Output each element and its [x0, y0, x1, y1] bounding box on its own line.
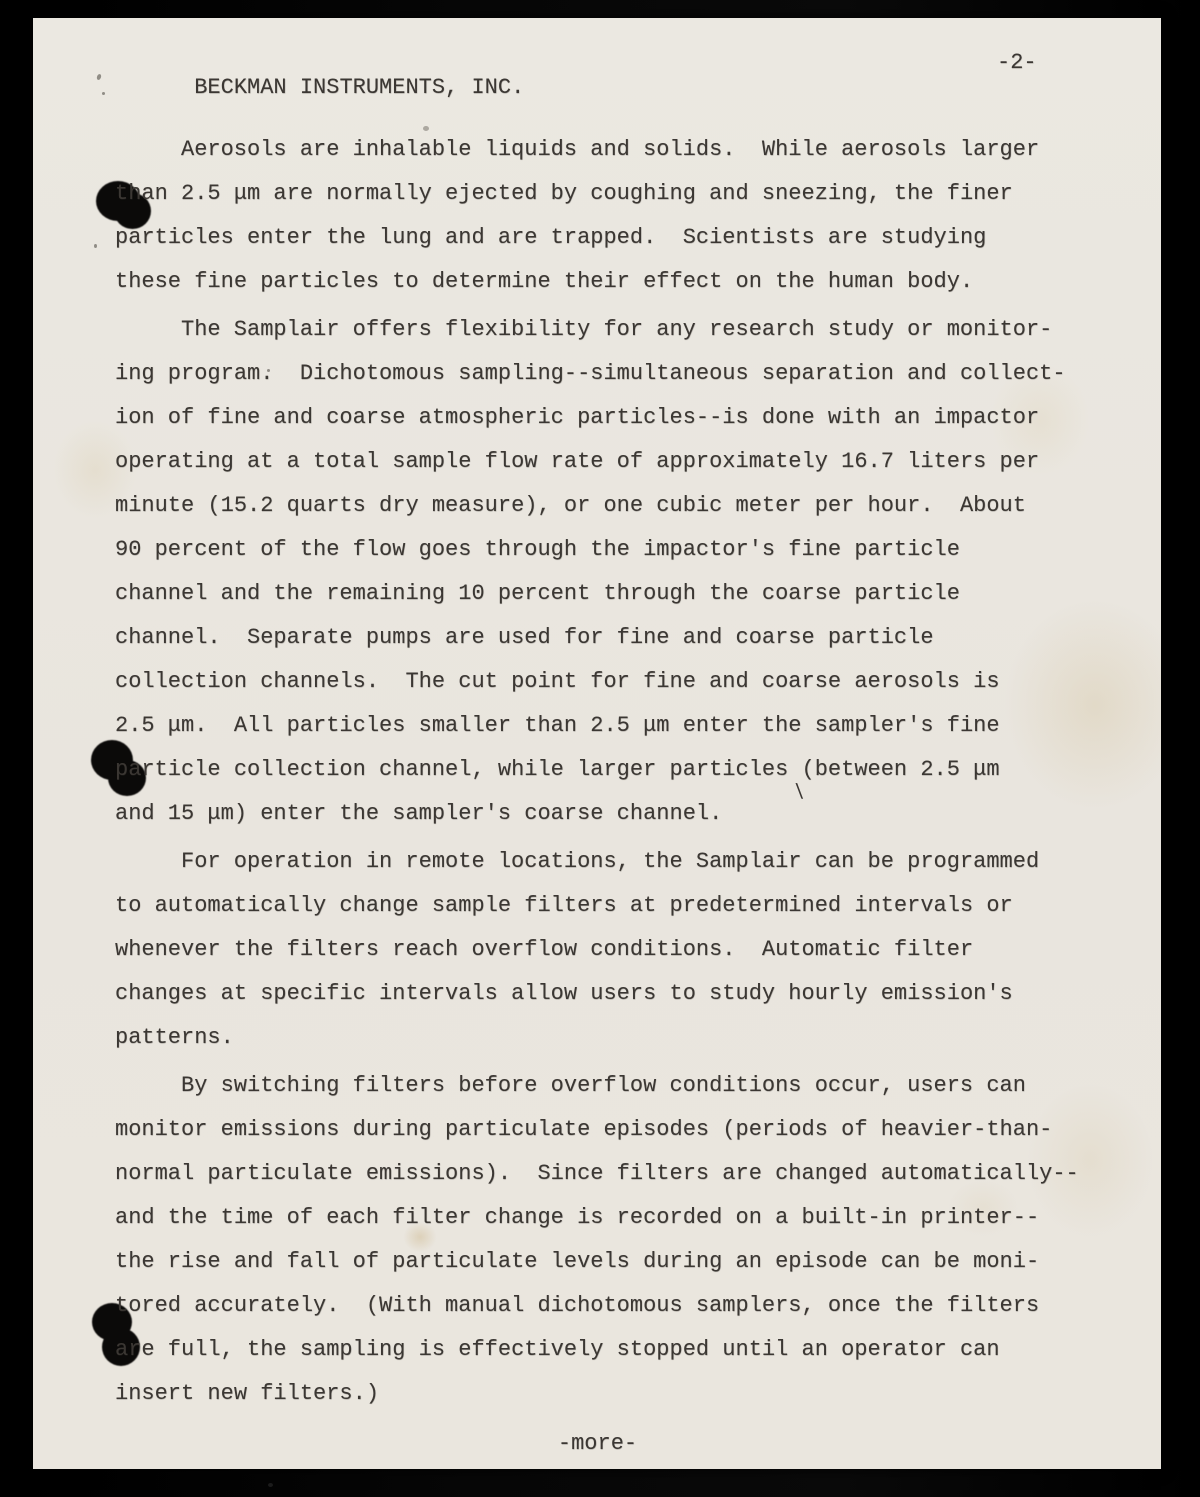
- paragraph: [115, 840, 1115, 1060]
- text-line: whenever the filters reach overflow conditions. Automatic filter: [115, 937, 974, 962]
- text-line: to automatically change sample filters at predetermined intervals or: [115, 893, 1013, 918]
- text-line: minute (15.2 quarts dry measure), or one cubic meter per hour. About: [115, 493, 1026, 518]
- scan-speck: [94, 244, 97, 248]
- text-line: monitor emissions during particulate episodes (periods of heavier-than-: [115, 1117, 1053, 1142]
- paragraph: [115, 308, 1115, 836]
- scanner-dust: [268, 1483, 273, 1487]
- text-line: these fine particles to determine their effect on the human body.: [115, 269, 974, 294]
- text-line: patterns.: [115, 1025, 234, 1050]
- paragraph: [115, 128, 1115, 304]
- text-line: operating at a total sample flow rate of approximately 16.7 liters per: [115, 449, 1040, 474]
- text-line: ion of fine and coarse atmospheric particles--is done with an impactor: [115, 405, 1040, 430]
- text-line: tored accurately. (With manual dichotomous samplers, once the filters: [115, 1293, 1040, 1318]
- text-line: The Samplair offers flexibility for any research study or monitor-: [181, 317, 1053, 342]
- stray-typewriter-mark: \: [791, 781, 807, 806]
- scan-speck: [102, 92, 105, 95]
- text-line: By switching filters before overflow conditions occur, users can: [181, 1073, 1026, 1098]
- company-name: BECKMAN INSTRUMENTS, INC.: [194, 75, 525, 100]
- paragraph: [115, 1064, 1115, 1416]
- text-line: collection channels. The cut point for fine and coarse aerosols is: [115, 669, 1000, 694]
- text-line: and 15 μm) enter the sampler's coarse channel.: [115, 801, 723, 826]
- page-header: [115, 50, 1115, 100]
- text-line: ing program. Dichotomous sampling--simultaneous separation and collect-: [115, 361, 1066, 386]
- scan-speck: [96, 73, 102, 80]
- text-line: normal particulate emissions). Since filters are changed automatically--: [115, 1161, 1079, 1186]
- text-line: Aerosols are inhalable liquids and solids. While aerosols larger: [181, 137, 1040, 162]
- text-line: are full, the sampling is effectively stopped until an operator can: [115, 1337, 1000, 1362]
- text-line: than 2.5 μm are normally ejected by coughing and sneezing, the finer: [115, 181, 1013, 206]
- text-line: the rise and fall of particulate levels during an episode can be moni-: [115, 1249, 1040, 1274]
- text-line: channel and the remaining 10 percent through the coarse particle: [115, 581, 960, 606]
- text-line: particle collection channel, while larger particles (between 2.5 μm: [115, 757, 1000, 782]
- page-number: -2-: [997, 50, 1037, 75]
- document-body: [115, 128, 1115, 1416]
- text-line: particles enter the lung and are trapped. Scientists are studying: [115, 225, 987, 250]
- text-line: 2.5 μm. All particles smaller than 2.5 μm enter the sampler's fine: [115, 713, 1000, 738]
- typewritten-content: [115, 50, 1115, 1466]
- more-indicator: -more-: [557, 1431, 638, 1456]
- text-line: channel. Separate pumps are used for fine and coarse particle: [115, 625, 934, 650]
- document-page: [33, 18, 1161, 1469]
- text-line: and the time of each filter change is recorded on a built-in printer--: [115, 1205, 1040, 1230]
- text-line: changes at specific intervals allow users to study hourly emission's: [115, 981, 1013, 1006]
- text-line: 90 percent of the flow goes through the impactor's fine particle: [115, 537, 960, 562]
- text-line: For operation in remote locations, the Samplair can be programmed: [181, 849, 1040, 874]
- text-line: insert new filters.): [115, 1381, 380, 1406]
